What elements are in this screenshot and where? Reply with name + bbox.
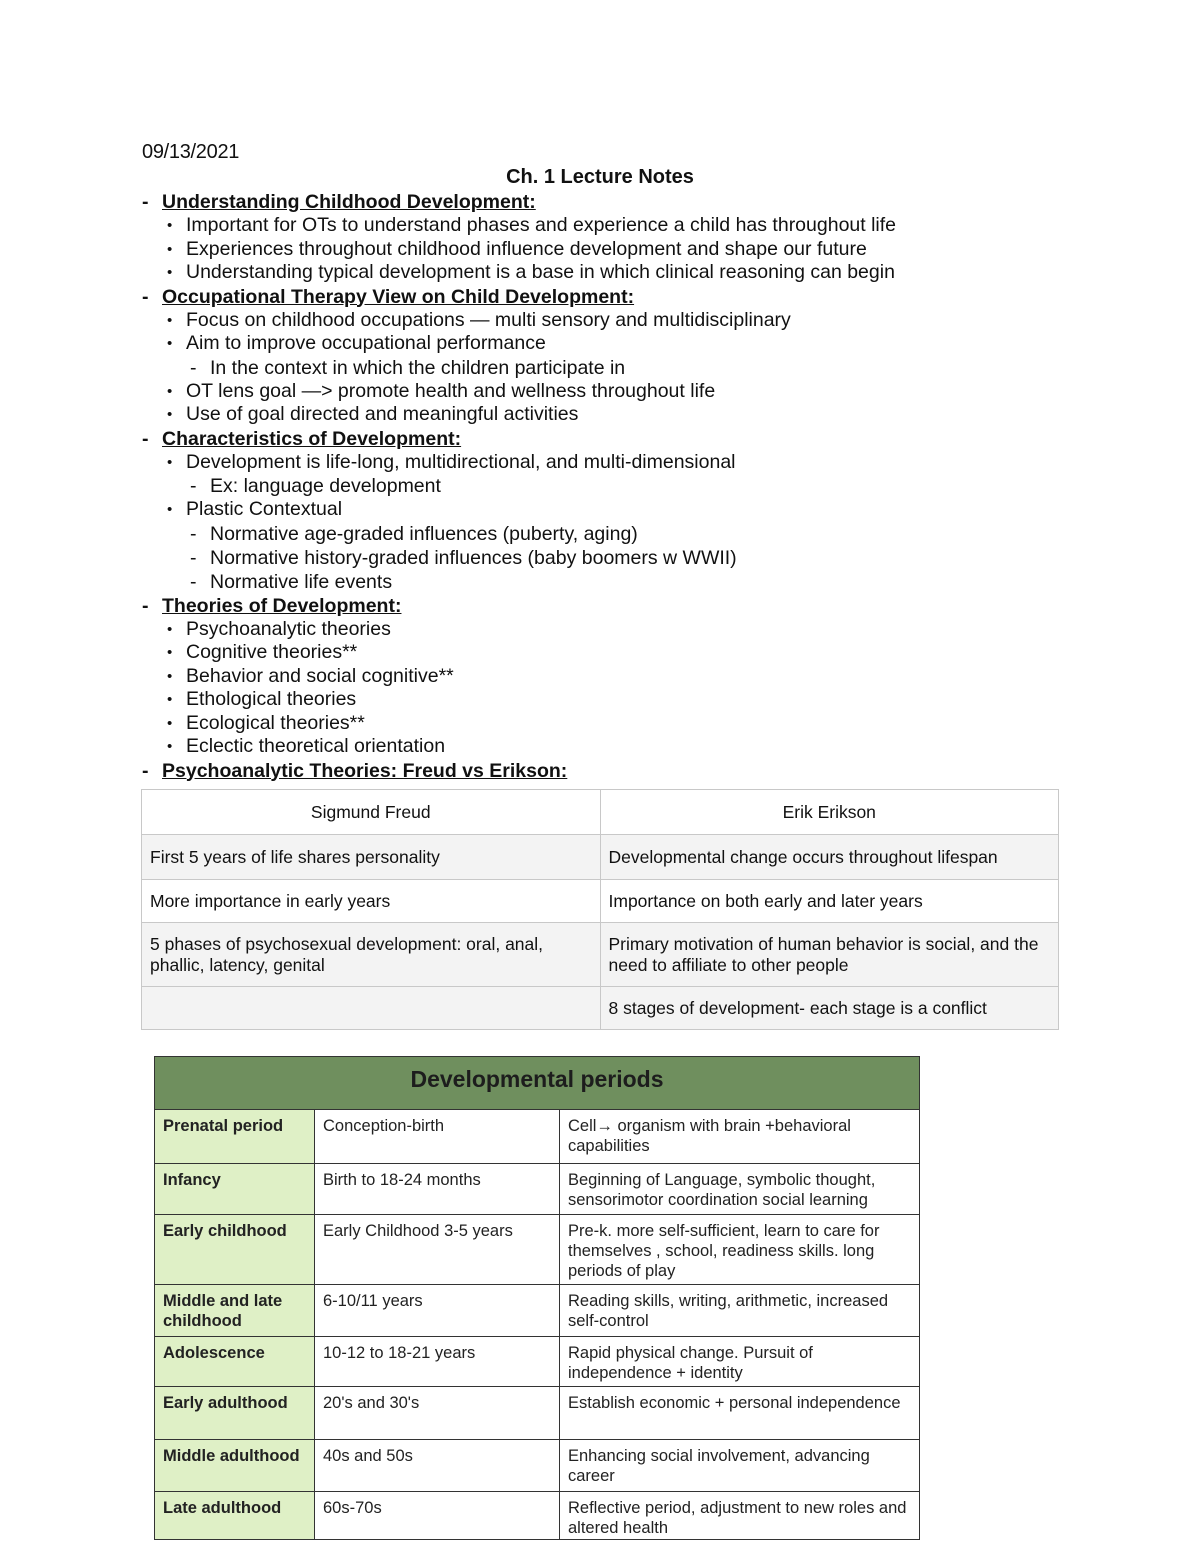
period-name: Early childhood [155,1214,315,1284]
table-row [142,923,1059,987]
sub-item [140,474,1080,498]
bullet-item [140,498,1080,522]
bullet-item-text: Psychoanalytic theories [186,617,391,640]
bullet-item-text: Understanding typical development is a base in which clinical reasoning can begin [186,261,895,283]
period-description: Reflective period, adjustment to new roles and altered health [560,1491,920,1539]
bullet-item [140,735,1080,759]
period-description: Cell→ organism with brain +behavioral capabilities [560,1110,920,1163]
page-title: Ch. 1 Lecture Notes [506,166,694,188]
table-cell [142,987,601,1030]
bullet-icon: • [167,382,173,400]
bullet-item-text: Important for OTs to understand phases and experience a child has throughout life [186,214,897,236]
bullet-item [140,309,1080,333]
bullet-item [140,641,1080,665]
period-row [155,1439,919,1491]
period-name: Early adulthood [155,1386,315,1439]
developmental-periods-title: Developmental periods [155,1057,919,1110]
bullet-icon: • [167,264,173,281]
dash-marker: - [142,594,149,617]
bullet-icon: • [167,501,173,518]
bullet-item [140,618,1080,642]
table-cell: 8 stages of development- each stage is a conflict [600,987,1059,1030]
period-row [155,1110,919,1163]
dash-marker: - [190,475,197,497]
dash-marker: - [190,522,197,545]
period-description: Pre-k. more self-sufficient, learn to care for themselves , school, readiness skills. long periods of play [560,1214,920,1284]
dash-marker: - [142,427,149,450]
sub-item [140,546,1080,570]
period-name: Infancy [155,1163,315,1214]
period-name: Middle and late childhood [155,1284,315,1336]
bullet-icon: • [167,691,173,708]
bullet-item-text: Focus on childhood occupations — multi sensory and multidisciplinary [186,308,791,331]
table-row [142,880,1059,923]
bullet-item-text: Use of goal directed and meaningful activities [186,403,579,425]
bullet-item-text: Ethological theories [186,688,357,710]
dash-marker: - [190,570,197,593]
bullet-item [140,380,1080,404]
bullet-icon: • [167,453,173,471]
table-header-row [142,790,1059,835]
sub-item-text: Normative history-graded influences (baby boomers w WWII) [210,546,737,569]
bullet-item-text: Plastic Contextual [186,498,343,520]
bullet-icon: • [167,667,173,685]
date-text: 09/13/2021 [142,141,240,163]
bullet-item [140,214,1080,238]
sub-item [140,522,1080,546]
bullet-icon: • [167,644,173,661]
section-heading-text: Occupational Therapy View on Child Development: [162,285,635,308]
period-name: Middle adulthood [155,1439,315,1491]
section-heading [140,285,1080,309]
table-cell: 5 phases of psychosexual development: oral, anal, phallic, latency, genital [142,923,601,987]
sub-item [140,570,1080,594]
section-heading-text: Theories of Development: [162,594,402,617]
period-row [155,1386,919,1439]
period-name: Prenatal period [155,1110,315,1163]
bullet-item [140,665,1080,689]
table-cell: Primary motivation of human behavior is social, and the need to affiliate to other people [600,923,1059,987]
sub-item [140,356,1080,380]
dash-marker: - [142,191,149,213]
sub-item-text: Normative age-graded influences (puberty, aging) [210,522,638,545]
bullet-icon: • [167,240,173,258]
bullet-item [140,403,1080,427]
table-cell: Developmental change occurs throughout lifespan [600,835,1059,880]
column-header: Erik Erikson [600,790,1059,835]
bullet-item-text: Cognitive theories** [186,641,358,663]
bullet-item-text: OT lens goal —> promote health and wellness throughout life [186,379,716,402]
period-row [155,1491,919,1539]
dash-marker: - [142,285,149,308]
section-heading-text: Characteristics of Development: [162,427,462,450]
freud-erikson-table [141,789,1059,1030]
period-age-range: 40s and 50s [315,1439,560,1491]
period-row [155,1284,919,1336]
period-name: Adolescence [155,1336,315,1386]
period-age-range: Birth to 18-24 months [315,1163,560,1214]
section-heading [140,594,1080,618]
section-heading [140,759,1080,783]
period-description: Reading skills, writing, arithmetic, increased self-control [560,1284,920,1336]
period-age-range: 20's and 30's [315,1386,560,1439]
sub-item-text: In the context in which the children participate in [210,356,626,379]
period-row [155,1336,919,1386]
bullet-icon: • [167,335,173,352]
table-cell: First 5 years of life shares personality [142,835,601,880]
table-row [142,987,1059,1030]
dash-marker: - [190,546,197,569]
bullet-item [140,261,1080,285]
table-row [142,835,1059,880]
period-name: Late adulthood [155,1491,315,1539]
bullet-icon: • [167,620,173,638]
dash-marker: - [190,356,197,379]
bullet-icon: • [167,406,173,423]
bullet-item-text: Eclectic theoretical orientation [186,735,446,757]
sub-item-text: Ex: language development [210,475,441,497]
bullet-item-text: Behavior and social cognitive** [186,664,454,687]
period-description: Enhancing social involvement, advancing career [560,1439,920,1491]
developmental-periods-table [154,1056,920,1540]
period-description: Beginning of Language, symbolic thought, sensorimotor coordination social learning [560,1163,920,1214]
sub-item-text: Normative life events [210,570,393,593]
bullet-item-text: Aim to improve occupational performance [186,332,546,354]
dash-marker: - [142,759,149,782]
bullet-item-text: Development is life-long, multidirectional, and multi-dimensional [186,450,736,473]
bullet-icon: • [167,311,173,329]
period-age-range: 10-12 to 18-21 years [315,1336,560,1386]
period-age-range: 60s-70s [315,1491,560,1539]
section-heading-text: Psychoanalytic Theories: Freud vs Erikson: [162,759,568,782]
period-age-range: Early Childhood 3-5 years [315,1214,560,1284]
bullet-item [140,712,1080,736]
section-heading [140,190,1080,214]
section-heading [140,427,1080,451]
table-cell: Importance on both early and later years [600,880,1059,923]
bullet-item [140,451,1080,475]
bullet-icon: • [167,738,173,755]
period-row [155,1163,919,1214]
period-description: Rapid physical change. Pursuit of independence + identity [560,1336,920,1386]
section-heading-text: Understanding Childhood Development: [162,191,536,213]
bullet-item-text: Ecological theories** [186,711,365,734]
period-age-range: Conception-birth [315,1110,560,1163]
column-header: Sigmund Freud [142,790,601,835]
period-description: Establish economic + personal independence [560,1386,920,1439]
lecture-notes [140,190,1080,783]
bullet-item-text: Experiences throughout childhood influence development and shape our future [186,237,867,260]
bullet-icon: • [167,217,173,234]
period-row [155,1214,919,1284]
bullet-item [140,332,1080,356]
table-cell: More importance in early years [142,880,601,923]
bullet-item [140,688,1080,712]
period-age-range: 6-10/11 years [315,1284,560,1336]
bullet-item [140,238,1080,262]
bullet-icon: • [167,714,173,732]
